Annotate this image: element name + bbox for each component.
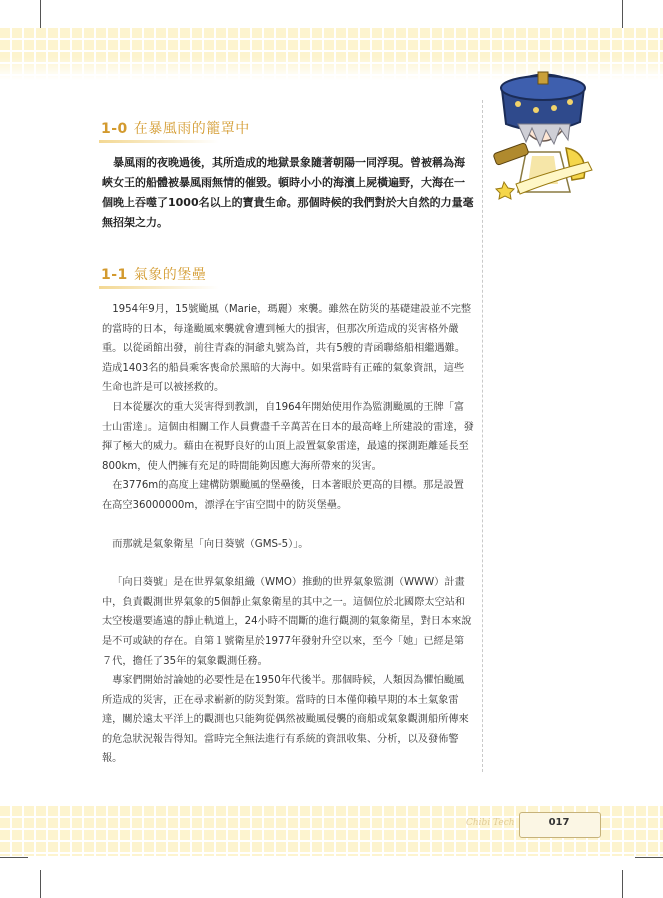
heading-underline [99,286,219,289]
margin-divider [482,100,483,772]
intro-paragraph: 暴風雨的夜晚過後，其所造成的地獄景象隨著朝陽一同浮現。曾被稱為海峽女王的船體被暴風雨無情的催毀。頓時小小的海濱上屍橫遍野，大海在一個晚上吞噬了1000名以上的寶貴生命。那個時候的我們對於大自然的力量毫無招架之力。 [102,156,474,229]
body-text [102,300,474,769]
section-title-text: 氣象的堡壘 [133,267,207,283]
crop-mark [0,857,28,858]
section-heading [101,264,206,284]
section-heading [101,118,250,138]
footer-brand: Chibi Tech [466,818,515,828]
crop-mark [622,870,623,898]
crop-mark [622,0,623,28]
section-number: 1-0 [101,121,128,137]
crop-mark [635,857,663,858]
section-number: 1-1 [101,267,128,283]
crop-mark [40,870,41,898]
crop-mark [40,0,41,28]
body-paragraph: 而那就是氣象衛星「向日葵號（GMS-5）」。 [112,538,309,550]
body-paragraph: 專家們開始討論她的必要性是在1950年代後半。那個時候，人類因為懼怕颱風所造成的災害，正在尋求嶄新的防災對策。當時的日本僅仰賴早期的本土氣象雷達，關於遠太平洋上的觀測也只能夠從偶然被颱風侵襲的商船或氣象觀測船所傳來的危急狀況報告得知。當時完全無法進行有系統的資訊收集、分析，以及發佈警報。 [102,675,469,765]
page-number: 017 [548,817,570,828]
heading-underline [99,140,219,143]
body-paragraph: 1954年9月，15號颱風（Marie，瑪麗）來襲。雖然在防災的基礎建設並不完整的當時的日本，每逢颱風來襲就會遭到極大的損害，但那次所造成的災害格外嚴重。以從函館出發，前往青森的洞爺丸號為首，共有5艘的青函聯絡船相繼遇難。造成1403名的船員乘客喪命於黑暗的大海中。如果當時有正確的氣象資訊，這些生命也許是可以被拯救的。 [102,304,472,394]
section-title-text: 在暴風雨的籠罩中 [133,121,250,137]
body-paragraph: 在3776m的高度上建構防禦颱風的堡壘後，日本著眼於更高的目標。那是設置在高空36000000m，漂浮在宇宙空間中的防災堡壘。 [102,480,464,511]
body-paragraph: 「向日葵號」是在世界氣象組織（WMO）推動的世界氣象監測（WWW）計畫中，負責觀測世界氣象的5個靜止氣象衛星的其中之一。這個位於北國際太空站和太空梭還要遙遠的靜止軌道上，24小時不間斷的進行觀測的氣象衛星，對日本來說是不可或缺的存在。自第１號衛星於1977年發射升空以來，至今「她」已經是第７代，擔任了35年的氣象觀測任務。 [102,577,472,667]
body-paragraph: 日本從屢次的重大災害得到教訓，自1964年開始使用作為監測颱風的王牌「富士山雷達」。這個由相關工作人員費盡千辛萬苦在日本的最高峰上所建設的雷達，發揮了極大的威力。藉由在視野良好的山頂上設置氣象雷達，最遠的探測距離延長至800km，使人們擁有充足的時間能夠因應大海所帶來的災害。 [102,401,474,472]
mascot-illustration [488,52,598,202]
